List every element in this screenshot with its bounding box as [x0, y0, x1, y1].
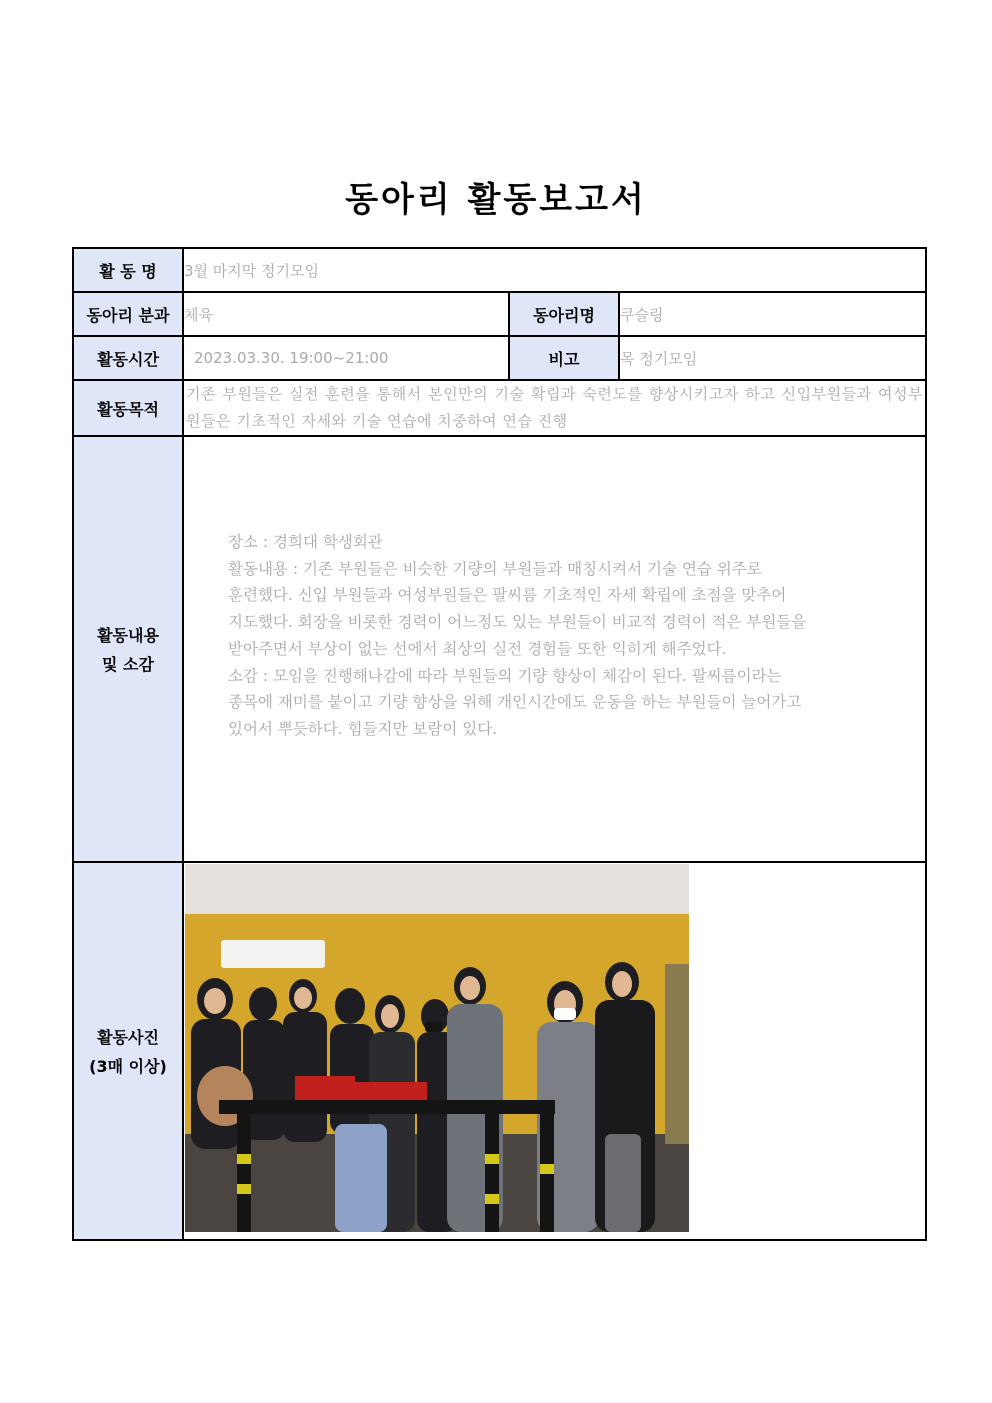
- content-label: [73, 436, 183, 862]
- activity-time-value: 2023.03.30. 19:00~21:00: [183, 336, 509, 380]
- photos-label-line2: (3매 이상): [89, 1057, 167, 1076]
- content-line: 소감 : 모임을 진행해나감에 따라 부원들의 기량 향상이 체감이 된다. 팔씨름이라는: [228, 666, 782, 685]
- purpose-label: 활동목적: [73, 380, 183, 436]
- activity-name-value: 3월 마지막 정기모임: [183, 248, 926, 292]
- activity-time-label: 활동시간: [73, 336, 183, 380]
- content-line: 훈련했다. 신입 부원들과 여성부원들은 팔씨름 기초적인 자세 확립에 초점을 맞추어: [228, 586, 787, 605]
- photos-cell: [183, 862, 926, 1240]
- club-group-photo: [185, 864, 689, 1232]
- content-cell: [183, 436, 926, 862]
- report-table: [72, 247, 927, 1241]
- elbow-pad-left: [295, 1076, 355, 1102]
- photos-label-line1: 활동사진: [97, 1028, 159, 1047]
- content-text: [228, 529, 918, 743]
- content-line: 받아주면서 부상이 없는 선에서 최상의 실전 경험들 또한 익히게 해주었다.: [228, 639, 727, 658]
- arm-wrestling-table: [219, 1100, 555, 1114]
- club-name-label: 동아리명: [509, 292, 619, 336]
- content-label-line2: 및 소감: [102, 655, 154, 674]
- purpose-value: 기존 부원들은 실전 훈련을 통해서 본인만의 기술 확립과 숙련도를 향상시키고자 하고 신입부원들과 여성부원들은 기초적인 자세와 기술 연습에 치중하여 연습 진행: [186, 385, 923, 430]
- remarks-label: 비고: [509, 336, 619, 380]
- club-category-value: 체육: [183, 292, 509, 336]
- club-category-label: 동아리 분과: [73, 292, 183, 336]
- content-line: 장소 : 경희대 학생회관: [228, 533, 383, 551]
- content-line: 지도했다. 회장을 비롯한 경력이 어느정도 있는 부원들이 비교적 경력이 적은 부원들을: [228, 613, 807, 632]
- photos-label: [73, 862, 183, 1240]
- activity-name-label: 활 동 명: [73, 248, 183, 292]
- content-line: 활동내용 : 기존 부원들은 비슷한 기량의 부원들과 매칭시켜서 기술 연습 위주로: [228, 559, 762, 578]
- purpose-cell: [183, 380, 926, 436]
- club-name-value: 쿠슬링: [619, 292, 926, 336]
- content-label-line1: 활동내용: [97, 626, 159, 645]
- content-line: 종목에 재미를 붙이고 기량 향상을 위해 개인시간에도 운동을 하는 부원들이 늘어가고: [228, 693, 802, 712]
- content-line: 있어서 뿌듯하다. 힘들지만 보람이 있다.: [228, 719, 498, 738]
- remarks-value: 목 정기모임: [619, 336, 926, 380]
- document-title: 동아리 활동보고서: [345, 180, 647, 220]
- air-conditioner: [221, 940, 325, 968]
- elbow-pad-right: [355, 1082, 427, 1102]
